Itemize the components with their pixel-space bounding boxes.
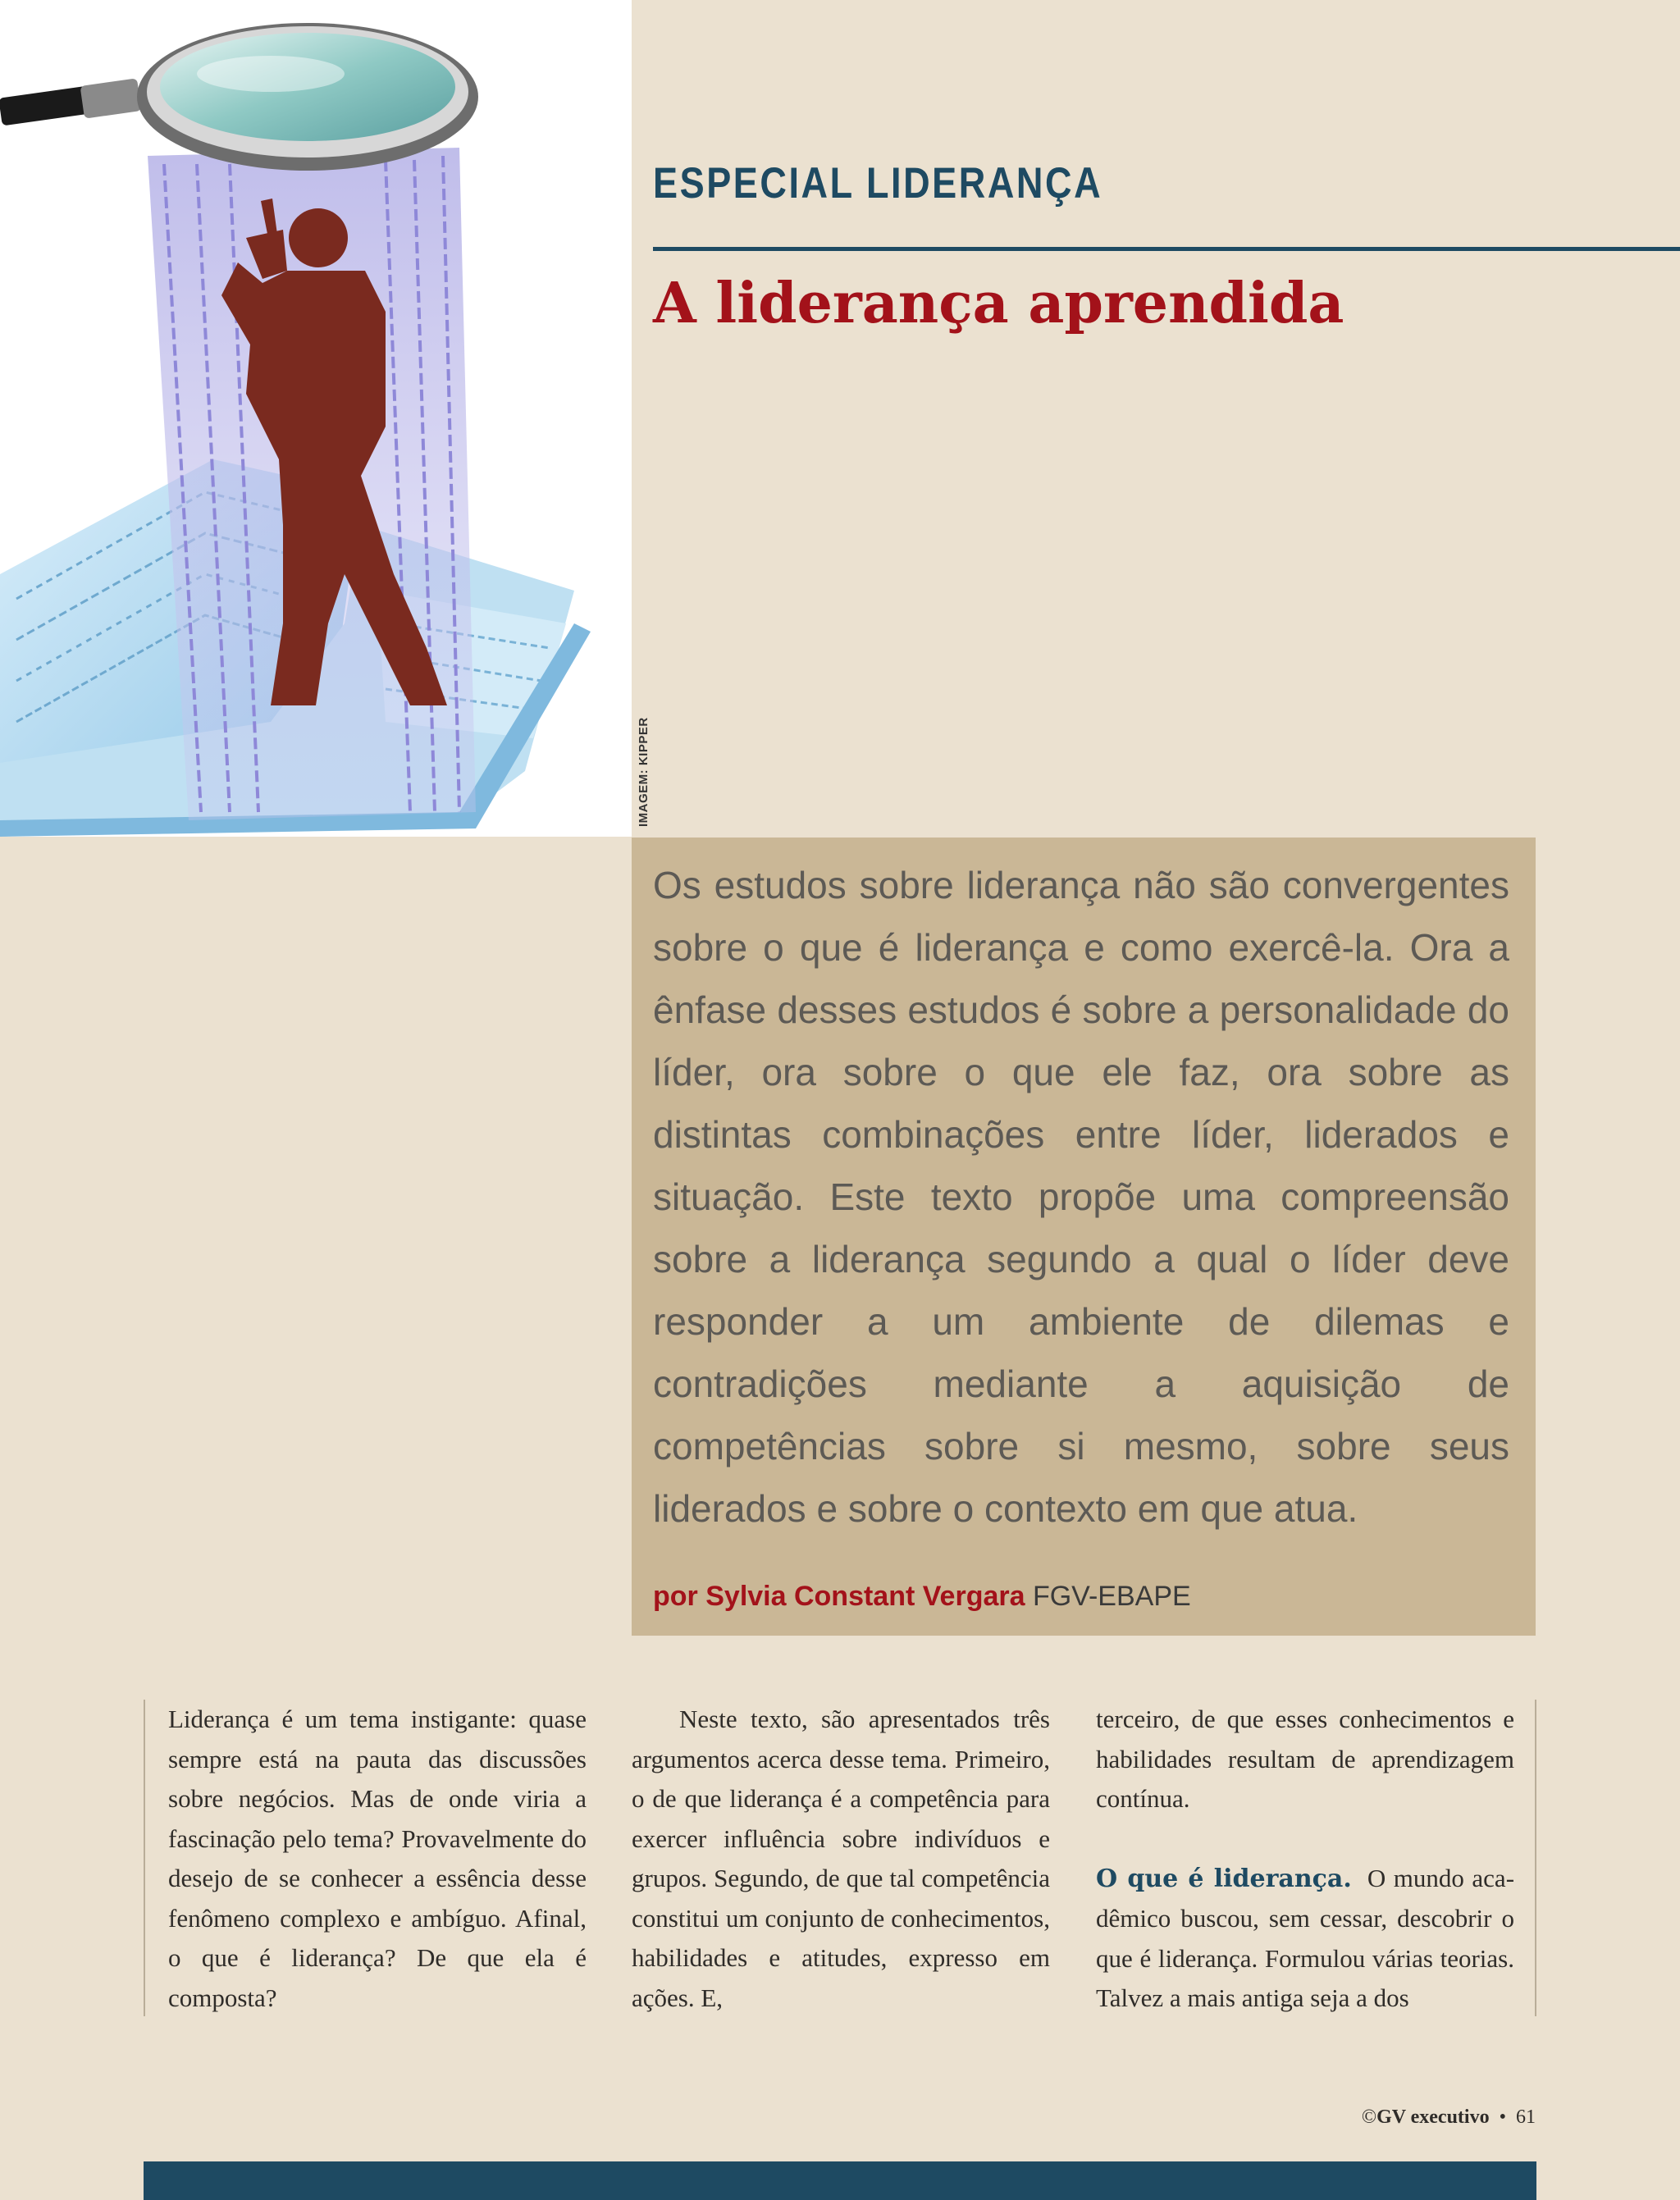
illustration-art [0,0,632,837]
abstract-box [632,838,1536,1636]
abstract-text: Os estudos sobre liderança não são convergentes sobre o que é liderança e como exercê-la. Ora a ênfase desses estudos é sobre a personalidade do líder, ora sobre o que ele faz, ora sobre as distintas combinações entre líder, liderados e situação. Este texto propõe uma compreensão sobre a liderança segundo a qual o líder deve responder a um ambiente de dilemas e contradições mediante a aquisição de competências sobre si mesmo, sobre seus liderados e sobre o contexto em que atua. [653,864,1509,1530]
footer-separator: • [1499,2106,1506,2128]
body-column-3-text: O mundo acadêmico buscou, sem cessar, descobrir o que é liderança. Formulou várias teorias. Talvez a mais antiga seja a dos [1096,1863,1515,2012]
copyright-symbol: © [1361,2106,1377,2128]
cover-illustration [0,0,632,837]
body-column-2 [632,1700,1050,2018]
section-label: ESPECIAL LIDERANÇA [653,159,1103,208]
body-column-1-text: Liderança é um tema instigante: quase sempre está na pauta das discussões sobre negócios. Mas de onde viria a fascinação pelo tema? Provavelmente do desejo de se conhecer a essência desse fenômeno complexo e ambíguo. Afinal, o que é liderança? De que ela é composta? [168,1705,587,2012]
image-credit-text: IMAGEM: KIPPER [637,717,651,827]
page-footer [1362,2106,1536,2129]
magnifying-glass-icon [0,23,478,171]
body-column-3-paragraph-1: terceiro, de que esses conhecimentos e habilidades resultam de aprendizagem contínua. [1096,1705,1514,1813]
subhead-o-que-e-lideranca: O que é liderança. [1096,1864,1352,1893]
body-column-3 [1096,1700,1514,2019]
body-column-1 [168,1700,587,2018]
paragraph-gap [1096,1819,1514,1859]
byline-prefix: por [653,1581,698,1612]
author-affiliation: FGV-EBAPE [1032,1581,1191,1612]
bottom-bar [144,2161,1536,2200]
column-rule-left [144,1700,145,2016]
byline [653,1581,1191,1613]
header-rule [653,247,1680,251]
publication-brand: GV executivo [1376,2106,1490,2128]
image-credit [633,717,658,837]
body-column-2-text: Neste texto, são apresentados três argumentos acerca desse tema. Primeiro, o de que liderança é a competência para exercer influência sobre indivíduos e grupos. Segundo, de que tal competência constitui um conjunto de conhecimentos, habilidades e atitudes, expresso em ações. E, [632,1705,1050,2012]
page-number: 61 [1516,2106,1536,2128]
body-column-3-paragraph-2 [1096,1859,1514,2019]
author-name: Sylvia Constant Vergara [705,1581,1025,1612]
column-rule-right [1535,1700,1536,2016]
article-title: A liderança aprendida [653,271,1344,336]
